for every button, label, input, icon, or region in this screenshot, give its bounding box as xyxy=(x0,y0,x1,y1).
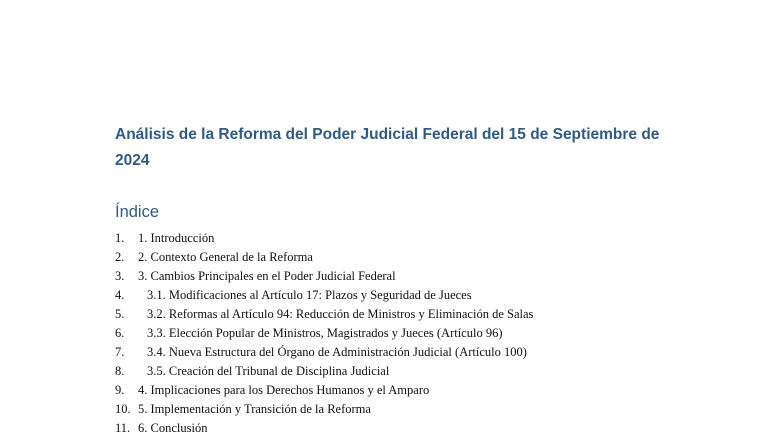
toc-item-text: 2. Contexto General de la Reforma xyxy=(138,250,313,264)
toc-item[interactable] xyxy=(115,343,755,362)
toc-item-text: 4. Implicaciones para los Derechos Humanos y el Amparo xyxy=(138,383,430,397)
toc-item-text: 3.3. Elección Popular de Ministros, Magistrados y Jueces (Artículo 96) xyxy=(147,326,503,340)
toc-item[interactable] xyxy=(115,305,755,324)
toc-item-text: 6. Conclusión xyxy=(138,421,208,435)
toc-item-number: 10. xyxy=(115,402,131,416)
toc-item[interactable] xyxy=(115,286,755,305)
toc-item-number: 5. xyxy=(115,307,125,321)
toc-item-number: 1. xyxy=(115,231,125,245)
toc-item-number: 7. xyxy=(115,345,125,359)
toc-item-number: 3. xyxy=(115,269,125,283)
toc-item[interactable] xyxy=(115,419,755,438)
document-title: Análisis de la Reforma del Poder Judicial Federal del 15 de Septiembre de 2024 xyxy=(115,126,660,169)
toc-heading: Índice xyxy=(115,203,160,221)
toc-item-text: 5. Implementación y Transición de la Reforma xyxy=(138,402,371,416)
toc-item-text: 1. Introducción xyxy=(138,231,215,245)
toc-item[interactable] xyxy=(115,381,755,400)
toc-item[interactable] xyxy=(115,362,755,381)
toc-item[interactable] xyxy=(115,229,755,248)
toc-item-number: 4. xyxy=(115,288,125,302)
toc-item[interactable] xyxy=(115,400,755,419)
toc-item[interactable] xyxy=(115,324,755,343)
toc-item-text: 3.2. Reformas al Artículo 94: Reducción de Ministros y Eliminación de Salas xyxy=(147,307,534,321)
toc-item-number: 11. xyxy=(115,421,131,435)
toc-item-number: 8. xyxy=(115,364,125,378)
toc-item-text: 3.4. Nueva Estructura del Órgano de Administración Judicial (Artículo 100) xyxy=(147,345,527,359)
toc-item-text: 3.1. Modificaciones al Artículo 17: Plazos y Seguridad de Jueces xyxy=(147,288,472,302)
toc-item[interactable] xyxy=(115,267,755,286)
toc-item-text: 3. Cambios Principales en el Poder Judicial Federal xyxy=(138,269,396,283)
toc-item-number: 6. xyxy=(115,326,125,340)
table-of-contents xyxy=(115,229,755,438)
toc-item[interactable] xyxy=(115,248,755,267)
toc-item-number: 9. xyxy=(115,383,125,397)
toc-item-text: 3.5. Creación del Tribunal de Disciplina Judicial xyxy=(147,364,390,378)
toc-item-number: 2. xyxy=(115,250,125,264)
